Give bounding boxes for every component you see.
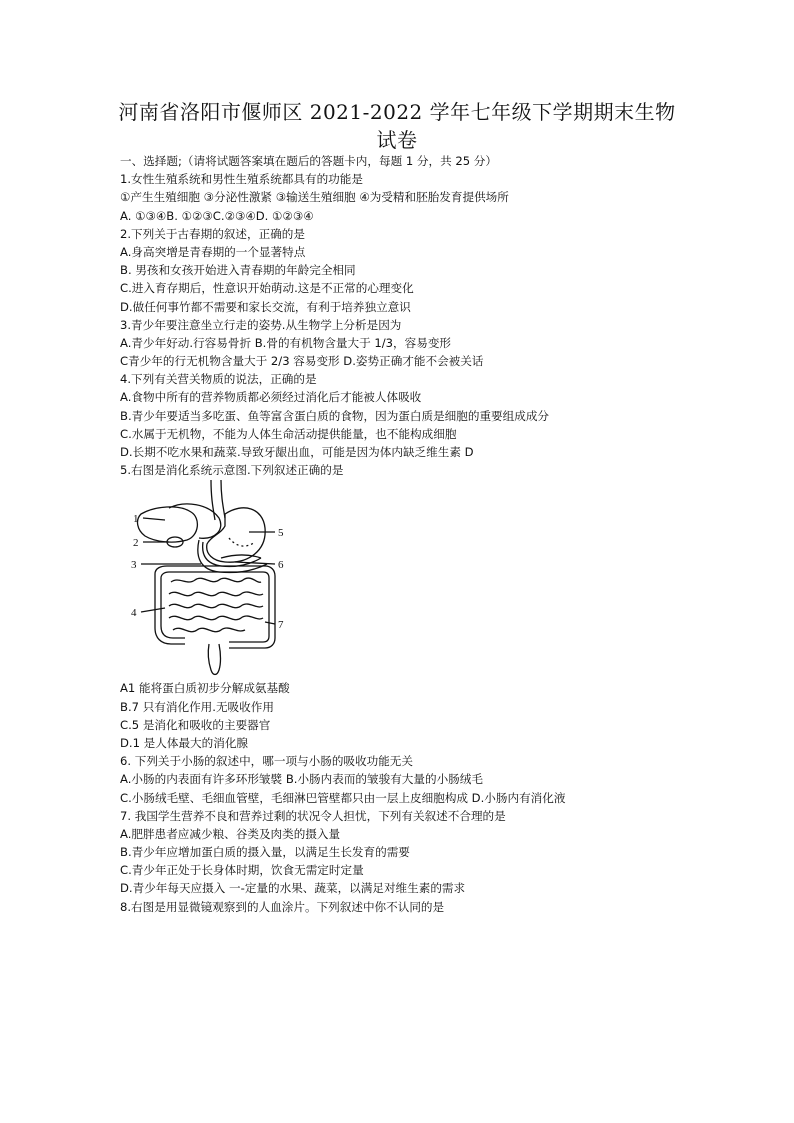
text-line: D.1 是人体最大的消化腺 [120,735,249,750]
text-line: B. 男孩和女孩开始进入青春期的年龄完全相同 [120,263,356,278]
figure-label-7: 7 [278,619,284,631]
text-line: 8.右图是用显微镜观察到的人血涂片。下列叙述中你不认同的是 [120,899,445,914]
text-line: A.食物中所有的营养物质都必须经过消化后才能被人体吸收 [120,390,422,405]
text-line: C.青少年正处于长身体时期，饮食无需定时定量 [120,863,364,878]
text-line: A. ①③④B. ①②③C.②③④D. ①②③④ [120,208,314,223]
rectum-outline [208,644,220,675]
text-line: D.长期不吃水果和蔬菜.导致牙龈出血，可能是因为体内缺乏维生素 D [120,445,474,459]
text-line: A.肥胖患者应减少粮、谷类及肉类的摄入量 [120,826,341,841]
text-line: 1.女性生殖系统和男性生殖系统都具有的功能是 [120,172,363,187]
exam-title-continued: 试卷 [376,128,418,152]
small-intestine-outline [171,578,261,582]
text-line: 3.青少年要注意坐立行走的姿势.从生物学上分析是因为 [120,317,402,332]
text-line: A.身高突增是青春期的一个显著特点 [120,244,306,259]
text-line: 7. 我国学生营养不良和营养过剩的状况令人担忧，下列有关叙述不合理的是 [120,808,506,823]
text-line: 5.右图是消化系统示意图.下列叙述正确的是 [120,463,344,478]
figure-label-5: 5 [278,527,284,539]
text-line: C青少年的行无机物含量大于 2/3 容易变形 D.姿势正确才能不会被关话 [120,354,484,369]
text-line: 2.下列关于古春期的叙述，正确的是 [120,226,305,241]
text-line: B.青少年要适当多吃蛋、鱼等富含蛋白质的食物，因为蛋白质是细胞的重要组成成分 [120,408,550,423]
text-line: C.5 是消化和吸收的主要器官 [120,717,271,732]
liver-outline [138,507,198,542]
figure-label-1: 1 [133,513,139,525]
exam-title: 河南省洛阳市偃师区 2021-2022 学年七年级下学期期末生物 [118,100,676,124]
text-line: A.青少年好动.行容易骨折 B.骨的有机物含量大于 1/3，容易变形 [120,335,452,350]
text-line: A1 能将蛋白质初步分解成氨基酸 [120,681,290,696]
text-line: C.水属于无机物，不能为人体生命活动提供能量，也不能构成细胞 [120,426,457,441]
digestive-system-diagram [125,478,295,680]
figure-label-2: 2 [133,537,139,549]
figure-label-3: 3 [131,559,137,571]
text-line: D.做任何事竹都不需要和家长交流，有利于培养独立意识 [120,299,411,314]
text-line: D.青少年每天应摄入 一-定量的水果、蔬菜，以满足对维生素的需求 [120,881,466,896]
esophagus-outline [211,480,225,520]
figure-label-4: 4 [131,607,137,619]
text-line: B.7 只有消化作用.无吸收作用 [120,699,274,714]
text-line: 一、选择题;（请将试题答案填在题后的答题卡内，每题 1 分，共 25 分） [120,154,497,168]
text-line: 6. 下列关于小肠的叙述中，哪一项与小肠的吸收功能无关 [120,754,413,769]
text-line: C.进入育存期后，性意识开始萌动.这是不正常的心理变化 [120,281,414,296]
text-line: B.青少年应增加蛋白质的摄入量，以满足生长发育的需要 [120,845,410,860]
text-line: A.小肠的内表面有许多环形皱襞 B.小肠内表而的皱骏有大量的小肠绒毛 [120,772,483,787]
text-line: C.小肠绒毛壁、毛细血管壁，毛细淋巴管壁都只由一层上皮细胞构成 D.小肠内有消化液 [120,790,566,805]
text-line: ①产生生殖细胞 ③分泌性激紧 ③输送生殖细胞 ④为受精和胚胎发育提供场所 [120,190,509,205]
pancreas-outline [221,555,261,558]
text-line: 4.下列有关营关物质的说法，正确的是 [120,372,317,387]
figure-label-6: 6 [278,559,284,571]
